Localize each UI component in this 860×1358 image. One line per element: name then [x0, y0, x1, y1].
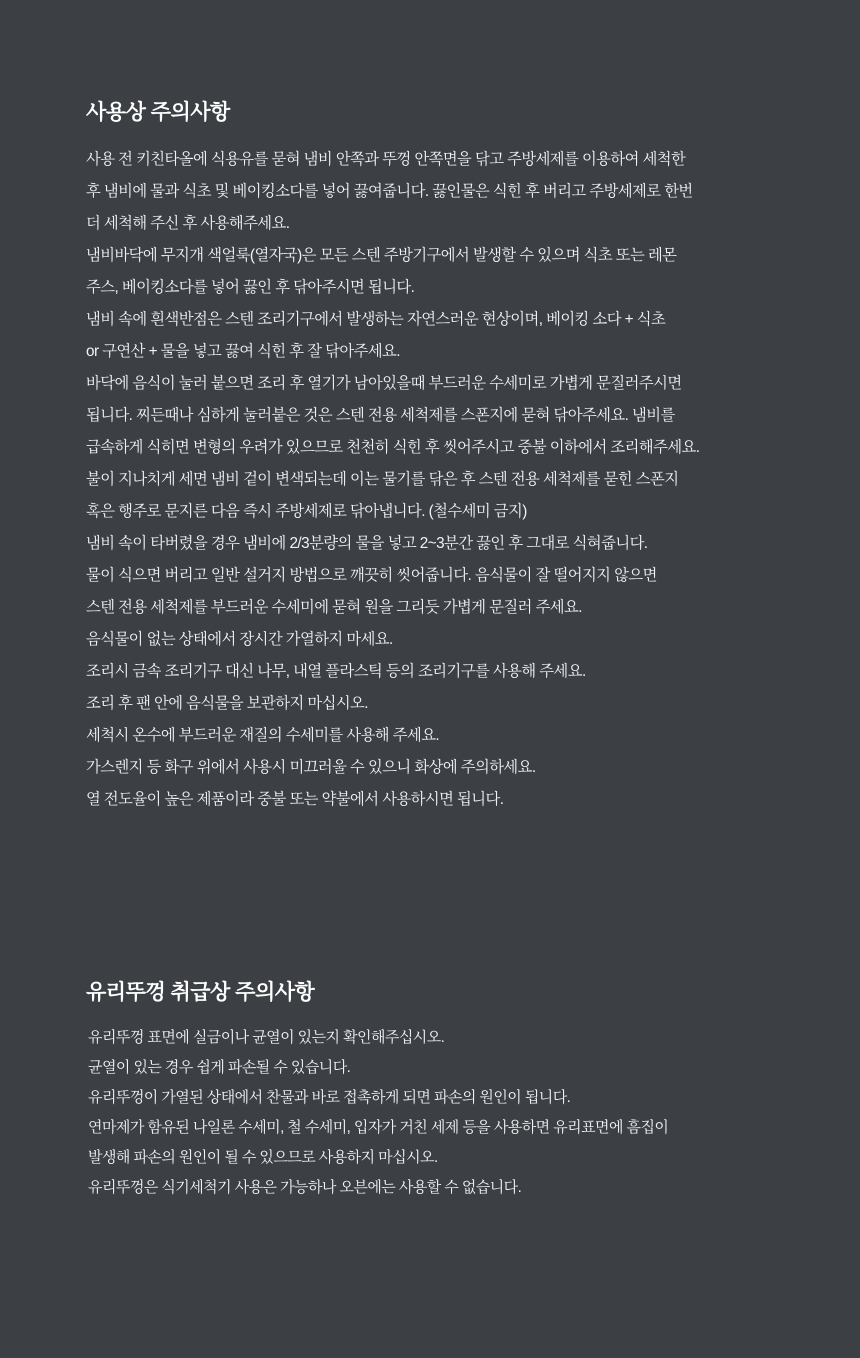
list-item: 냄비 속이 타버렸을 경우 냄비에 2/3분량의 물을 넣고 2~3분간 끓인 후 그대로 식혀줍니다. [86, 535, 648, 552]
list-item: 됩니다. 찌든때나 심하게 눌러붙은 것은 스텐 전용 세척제를 스폰지에 묻혀 닦아주세요. 냄비를 [86, 407, 675, 424]
list-item: 바닥에 음식이 눌러 붙으면 조리 후 열기가 남아있을때 부드러운 수세미로 가볍게 문질러주시면 [86, 375, 682, 392]
usage-precautions-title: 사용상 주의사항 [86, 101, 230, 124]
list-item: 유리뚜껑은 식기세척기 사용은 가능하나 오븐에는 사용할 수 없습니다. [88, 1179, 522, 1196]
list-item: 열 전도율이 높은 제품이라 중불 또는 약불에서 사용하시면 됩니다. [86, 791, 504, 808]
list-item: 불이 지나치게 세면 냄비 겉이 변색되는데 이는 물기를 닦은 후 스텐 전용 세척제를 묻힌 스폰지 [86, 471, 679, 488]
usage-precautions-section [0, 96, 860, 816]
list-item: 스텐 전용 세척제를 부드러운 수세미에 묻혀 원을 그리듯 가볍게 문질러 주세요. [86, 599, 582, 616]
list-item: or 구연산 + 물을 넣고 끓여 식힌 후 잘 닦아주세요. [86, 343, 400, 360]
list-item: 물이 식으면 버리고 일반 설거지 방법으로 깨끗히 씻어줍니다. 음식물이 잘 떨어지지 않으면 [86, 567, 657, 584]
usage-precautions-list [86, 144, 820, 816]
list-item: 음식물이 없는 상태에서 장시간 가열하지 마세요. [86, 631, 393, 648]
list-item: 급속하게 식히면 변형의 우려가 있으므로 천천히 식힌 후 씻어주시고 중불 이하에서 조리해주세요. [86, 439, 700, 456]
list-item: 발생해 파손의 원인이 될 수 있으므로 사용하지 마십시오. [88, 1149, 438, 1166]
list-item: 유리뚜껑 표면에 실금이나 균열이 있는지 확인해주십시오. [88, 1029, 445, 1046]
list-item: 유리뚜껑이 가열된 상태에서 찬물과 바로 접촉하게 되면 파손의 원인이 됩니다. [88, 1089, 571, 1106]
list-item: 조리시 금속 조리기구 대신 나무, 내열 플라스틱 등의 조리기구를 사용해 주세요. [86, 663, 586, 680]
list-item: 냄비 속에 흰색반점은 스텐 조리기구에서 발생하는 자연스러운 현상이며, 베이킹 소다 + 식초 [86, 311, 666, 328]
list-item: 주스, 베이킹소다를 넣어 끓인 후 닦아주시면 됩니다. [86, 279, 415, 296]
list-item: 조리 후 팬 안에 음식물을 보관하지 마십시오. [86, 695, 368, 712]
list-item: 더 세척해 주신 후 사용해주세요. [86, 215, 290, 232]
list-item: 냄비바닥에 무지개 색얼룩(열자국)은 모든 스텐 주방기구에서 발생할 수 있으며 식초 또는 레몬 [86, 247, 677, 264]
glass-lid-precautions-list [86, 1023, 820, 1203]
list-item: 혹은 행주로 문지른 다음 즉시 주방세제로 닦아냅니다. (철수세미 금지) [86, 503, 527, 520]
glass-lid-precautions-title: 유리뚜껑 취급상 주의사항 [86, 981, 315, 1004]
list-item: 가스렌지 등 화구 위에서 사용시 미끄러울 수 있으니 화상에 주의하세요. [86, 759, 536, 776]
list-item: 균열이 있는 경우 쉽게 파손될 수 있습니다. [88, 1059, 351, 1076]
glass-lid-precautions-section [0, 976, 860, 1203]
list-item: 세척시 온수에 부드러운 재질의 수세미를 사용해 주세요. [86, 727, 440, 744]
list-item: 연마제가 함유된 나일론 수세미, 철 수세미, 입자가 거친 세제 등을 사용하면 유리표면에 흠집이 [88, 1119, 669, 1136]
list-item: 사용 전 키친타올에 식용유를 묻혀 냄비 안쪽과 뚜껑 안쪽면을 닦고 주방세제를 이용하여 세척한 [86, 151, 686, 168]
list-item: 후 냄비에 물과 식초 및 베이킹소다를 넣어 끓여줍니다. 끓인물은 식힌 후 버리고 주방세제로 한번 [86, 183, 693, 200]
